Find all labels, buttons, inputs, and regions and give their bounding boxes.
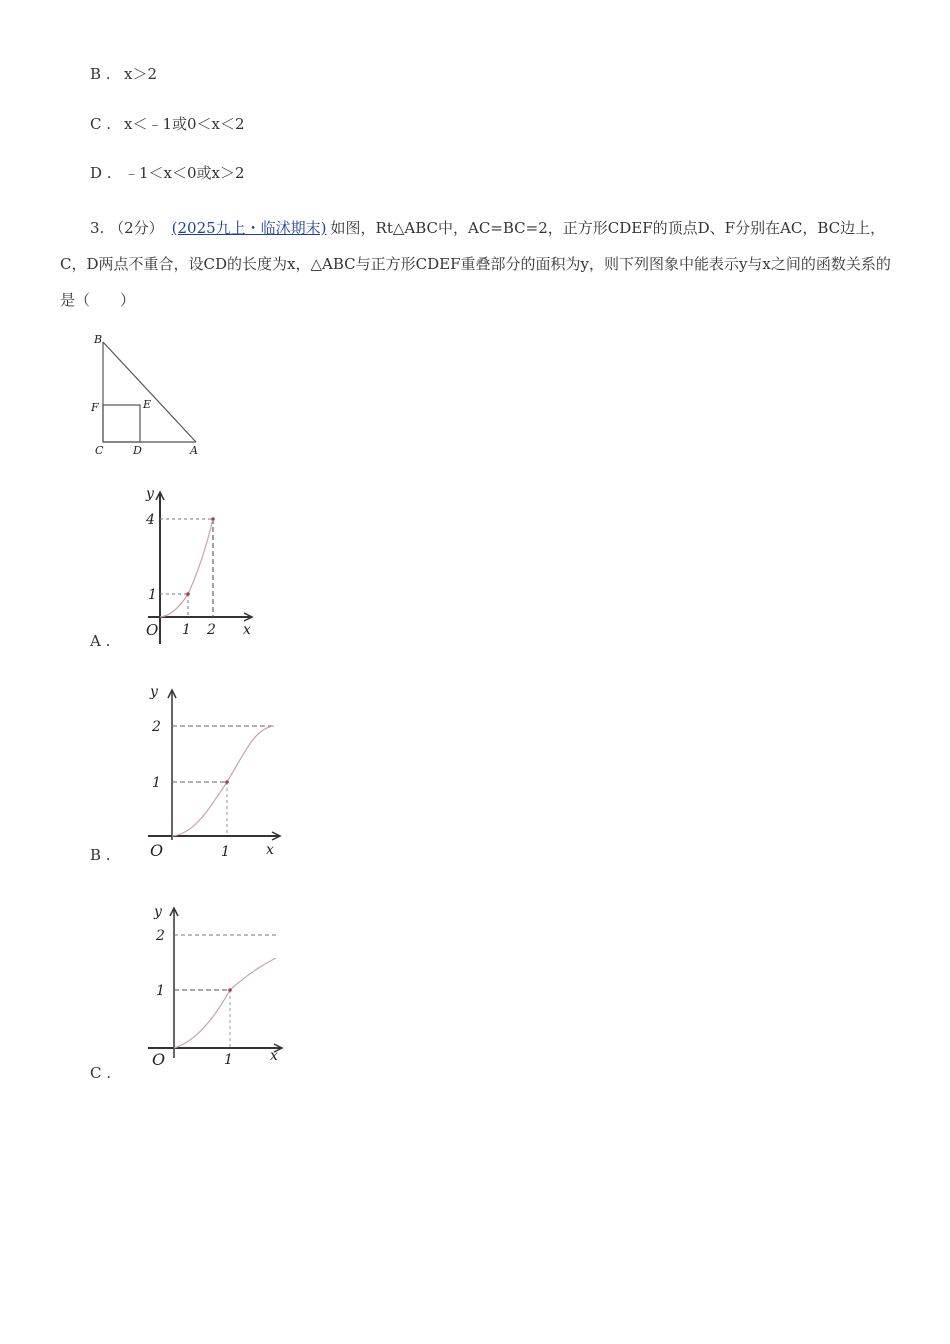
origin-label: O: [152, 1050, 166, 1069]
option-letter: D .: [90, 164, 112, 182]
x-axis-label: x: [266, 842, 274, 858]
y-tick-label: 4: [146, 512, 155, 528]
option-c: [90, 114, 245, 134]
graph-option-a: [140, 484, 260, 652]
option-d: [90, 163, 245, 183]
square-cdef: [103, 405, 140, 442]
y-axis-label: y: [146, 486, 154, 502]
x-axis-label: x: [270, 1048, 278, 1064]
origin-label: O: [146, 621, 159, 639]
question-text: 如图，Rt△ABC中，AC=BC=2，正方形CDEF的顶点D、F分别在AC，BC边上，C，D两点不重合，设CD的长度为x，△ABC与正方形CDEF重叠部分的面积为y，则下列图象中能表示y与x之间的函数关系的是（ ）: [60, 219, 891, 309]
y-axis-label: y: [150, 684, 158, 700]
option-text: x＜﹣1或0＜x＜2: [124, 115, 245, 133]
option-letter: C .: [90, 115, 112, 133]
graph-option-b: [140, 682, 290, 862]
graph-option-c: [140, 900, 290, 1072]
label-f: F: [91, 401, 99, 414]
x-tick-label: 1: [224, 1052, 233, 1068]
label-b: B: [94, 333, 103, 346]
y-tick-label: 1: [152, 775, 161, 791]
point-2-4: [211, 517, 215, 521]
y-tick-label: 1: [156, 983, 165, 999]
curve: [172, 726, 274, 836]
question-number: 3.: [90, 219, 105, 237]
option-text: ﹣1＜x＜0或x＞2: [124, 164, 245, 182]
label-d: D: [133, 444, 142, 457]
graph-option-c-letter: C .: [90, 1064, 112, 1082]
x-tick-label: 1: [182, 622, 191, 638]
y-tick-label: 2: [156, 928, 165, 944]
option-letter: B .: [90, 65, 111, 83]
point-1-1: [228, 988, 232, 992]
side-ab: [103, 342, 196, 442]
label-c: C: [95, 444, 104, 457]
question-source-link[interactable]: (2025九上・临沭期末): [171, 219, 327, 237]
x-tick-label: 1: [221, 844, 230, 860]
question-3: [60, 210, 896, 318]
x-axis-label: x: [243, 622, 251, 638]
triangle-figure: [86, 330, 216, 460]
label-e: E: [143, 398, 152, 411]
point-1-1: [186, 592, 190, 596]
graph-option-b-letter: B .: [90, 846, 111, 864]
y-tick-label: 1: [148, 587, 157, 603]
curve: [160, 519, 213, 617]
label-a: A: [190, 444, 198, 457]
x-tick-label: 2: [207, 622, 216, 638]
curve: [174, 958, 276, 1048]
y-tick-label: 2: [152, 719, 161, 735]
question-score: （2分）: [109, 219, 164, 237]
option-text: x＞2: [124, 65, 158, 83]
origin-label: O: [150, 841, 164, 860]
graph-option-a-letter: A .: [90, 632, 111, 650]
y-axis-label: y: [154, 904, 162, 920]
point-1-1: [225, 780, 229, 784]
option-b: [90, 64, 157, 84]
